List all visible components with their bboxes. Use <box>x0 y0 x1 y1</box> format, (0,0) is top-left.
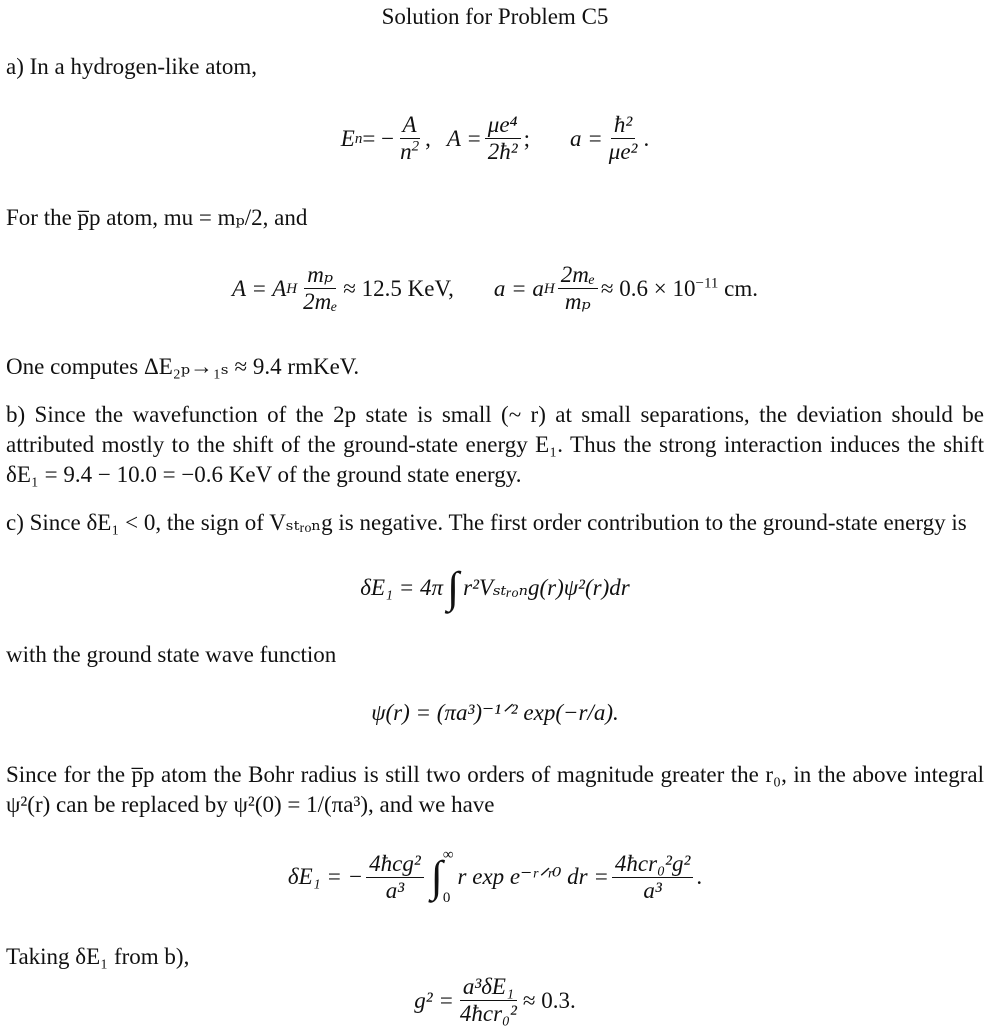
equation-shift-evaluated <box>0 848 990 906</box>
pp-atom-text: For the p̅p atom, mu = mₚ/2, and <box>6 205 308 230</box>
a-pp-denominator: mₚ <box>564 289 591 314</box>
en-minus: = − <box>362 125 395 151</box>
shift-integrand: r²Vₛₜᵣₒₙg(r)ψ²(r)dr <box>463 575 630 600</box>
a-period: . <box>643 125 650 151</box>
evaluated-fraction-1 <box>366 851 424 904</box>
evaluated-integrand: r exp e⁻ʳᐟʳ⁰ dr = <box>457 864 609 889</box>
a-numerator: ħ² <box>611 112 635 139</box>
computes-text: One computes ΔE₂ₚ→₁ₛ ≈ 9.4 rmKeV. <box>6 354 360 379</box>
A-denominator: 2ħ² <box>487 139 518 164</box>
definite-integral-sign: ∫ <box>430 852 443 901</box>
integral-limits <box>443 848 454 906</box>
equation-wavefunction <box>0 698 990 728</box>
shift-lhs: δE₁ = 4π <box>360 575 444 600</box>
a-pp-fraction <box>558 262 598 315</box>
en-comma: , <box>425 125 431 151</box>
wavefunction-expr: ψ(r) = (πa³)⁻¹ᐟ² exp(−r/a). <box>371 700 619 725</box>
evaluated-denominator-1: a³ <box>385 877 405 903</box>
bohr-radius-paragraph: Since for the p̅p atom the Bohr radius is still two orders of magnitude greater the r₀, in the above integral ψ²(r) can be replaced by ψ²(0) = 1/(πa³), and we have <box>6 762 984 817</box>
wavefunction-text: with the ground state wave function <box>6 642 337 667</box>
part-a-intro: a) In a hydrogen-like atom, <box>6 54 257 79</box>
en-numerator: A <box>400 112 420 139</box>
equation-coupling <box>0 974 990 1027</box>
equation-first-order-shift <box>0 563 990 612</box>
equation-energy-levels: E n = − $\frac{A}{n^2}$ , A = $\frac{\text{μe⁴}}{\text{2ħ²}}$ ; a = $\frac{\text{ħ²}}{\text{μe²}}$ . <box>340 112 650 164</box>
A-pp-rhs: ≈ 12.5 KeV, <box>343 275 454 301</box>
integral-sign: ∫ <box>447 563 460 612</box>
a-fraction <box>606 112 641 165</box>
A-numerator: μe⁴ <box>485 112 521 139</box>
a-pp-lhs: a = a <box>493 275 544 301</box>
evaluated-fraction-2 <box>612 851 693 904</box>
evaluated-denominator-2: a³ <box>643 877 662 903</box>
part-b-paragraph: b) Since the wavefunction of the 2p state is small (~ r) at small separations, the deviation should be attributed mostly to the shift of the ground-state energy E₁. Thus the strong interaction induces the shift δE₁ = 9.4 − 10.0 = −0.6 KeV of the ground state energy. <box>6 402 984 487</box>
A-fraction <box>485 112 521 165</box>
en-lhs: E <box>340 125 355 151</box>
page-title: Solution for Problem C5 <box>381 4 609 29</box>
a-pp-numerator: 2mₑ <box>558 262 598 289</box>
evaluated-period: . <box>696 864 703 889</box>
coupling-rhs: ≈ 0.3. <box>522 987 576 1013</box>
evaluated-lhs: δE₁ = − <box>287 864 364 889</box>
coupling-denominator: 4ħcr₀² <box>459 1001 517 1026</box>
A-pp-numerator: mₚ <box>304 262 336 289</box>
A-semicolon: ; <box>523 125 531 151</box>
a-denominator: μe² <box>608 139 638 164</box>
A-pp-fraction <box>300 262 340 315</box>
integral-lower-limit: 0 <box>442 890 451 906</box>
integral-upper-limit: ∞ <box>442 847 454 863</box>
A-lhs: A = <box>446 125 482 151</box>
en-fraction <box>397 112 422 165</box>
coupling-fraction <box>457 974 520 1027</box>
part-c-paragraph: c) Since δE₁ < 0, the sign of Vₛₜᵣₒₙg is negative. The first order contribution to the ground-state energy is <box>6 510 967 535</box>
en-denominator: $n^2$ <box>400 138 420 164</box>
A-pp-denominator: 2mₑ <box>303 289 338 314</box>
evaluated-numerator-1: 4ħcg² <box>366 851 424 878</box>
a-lhs: a = <box>570 125 603 151</box>
coupling-numerator: a³δE₁ <box>460 974 517 1001</box>
A-pp-lhs: A = A <box>231 275 287 301</box>
taking-text: Taking δE₁ from b), <box>6 944 190 969</box>
a-pp-rhs: ≈ $0.6 \times 10^{-11}$ cm. <box>600 274 758 301</box>
evaluated-numerator-2: 4ħcr₀²g² <box>612 851 693 878</box>
equation-pp-constants: A = A H $\frac{\text{mₚ}}{\text{2mₑ}}$ ≈ 12.5 KeV, a = a H $\frac{\text{2mₑ}}{\text{mₚ}}$ ≈ $0.6 \times 10^{-11}$ cm. <box>231 262 758 314</box>
coupling-lhs: g² = <box>414 987 454 1013</box>
